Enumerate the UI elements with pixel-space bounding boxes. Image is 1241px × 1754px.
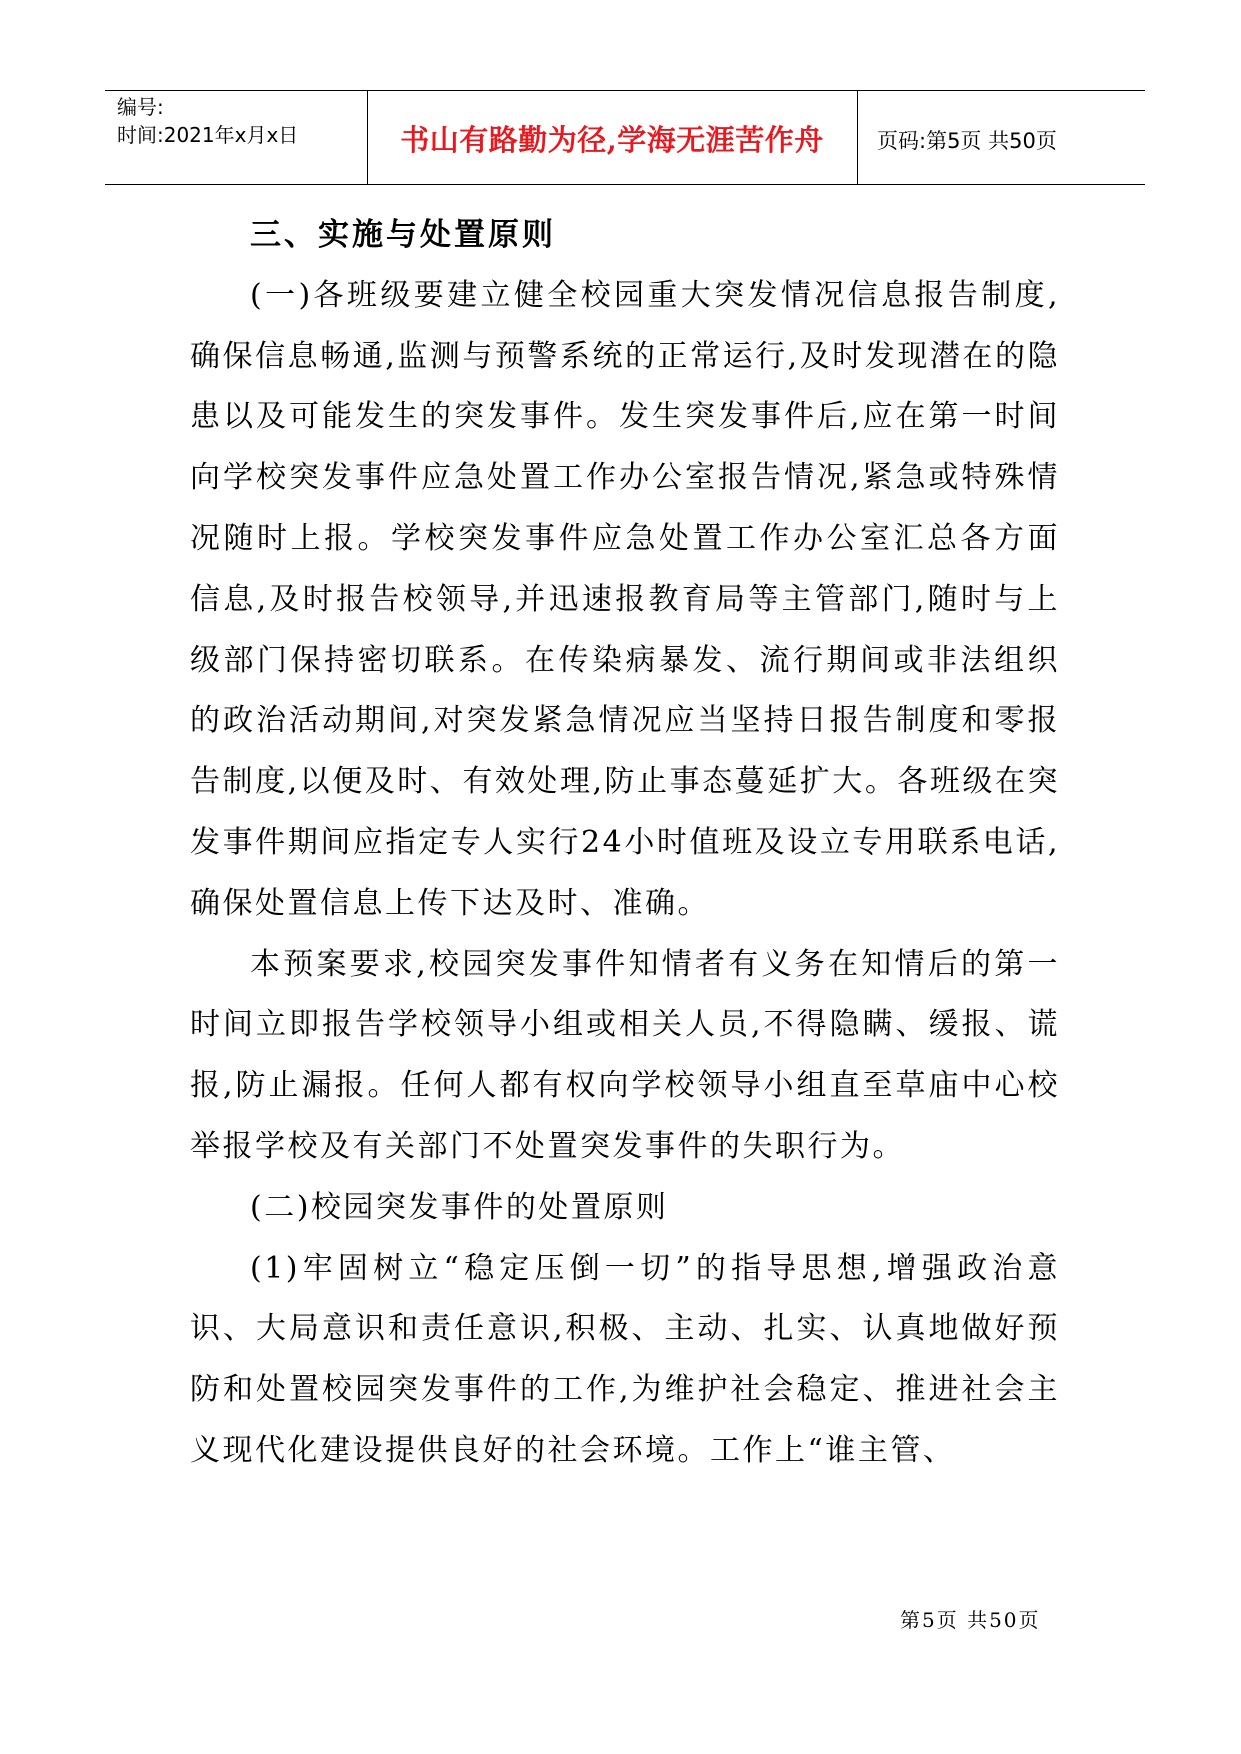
page-footer: 第5页 共50页 xyxy=(900,1608,1041,1632)
page-header xyxy=(105,90,1145,185)
header-motto xyxy=(367,91,858,184)
number-label: 编号: xyxy=(117,95,164,119)
time-label: 时间:2021年x月x日 xyxy=(117,123,299,147)
section-title: 三、实施与处置原则 xyxy=(250,217,556,253)
motto-text: 书山有路勤为径,学海无涯苦作舟 xyxy=(400,123,824,157)
header-meta xyxy=(105,91,368,184)
paragraph-3: (二)校园突发事件的处置原则 xyxy=(250,1189,669,1225)
page-info-text: 页码:第5页 共50页 xyxy=(877,129,1057,153)
header-page-info xyxy=(857,91,1145,184)
document-body xyxy=(190,205,1060,1482)
paragraph-2: 本预案要求,校园突发事件知情者有义务在知情后的第一时间立即报告学校领导小组或相关人员,不得隐瞒、缓报、谎报,防止漏报。任何人都有权向学校领导小组直至草庙中心校举报学校及有关部门不处置突发事件的失职行为。 xyxy=(190,946,1060,1164)
paragraph-1: (一)各班级要建立健全校园重大突发情况信息报告制度,确保信息畅通,监测与预警系统的正常运行,及时发现潜在的隐患以及可能发生的突发事件。发生突发事件后,应在第一时间向学校突发事件应急处置工作办公室报告情况,紧急或特殊情况随时上报。学校突发事件应急处置工作办公室汇总各方面信息,及时报告校领导,并迅速报教育局等主管部门,随时与上级部门保持密切联系。在传染病暴发、流行期间或非法组织的政治活动期间,对突发紧急情况应当坚持日报告制度和零报告制度,以便及时、有效处理,防止事态蔓延扩大。各班级在突发事件期间应指定专人实行24小时值班及设立专用联系电话,确保处置信息上传下达及时、准确。 xyxy=(190,277,1060,921)
paragraph-4: (1)牢固树立“稳定压倒一切”的指导思想,增强政治意识、大局意识和责任意识,积极、主动、扎实、认真地做好预防和处置校园突发事件的工作,为维护社会稳定、推进社会主义现代化建设提供良好的社会环境。工作上“谁主管、 xyxy=(190,1250,1060,1468)
